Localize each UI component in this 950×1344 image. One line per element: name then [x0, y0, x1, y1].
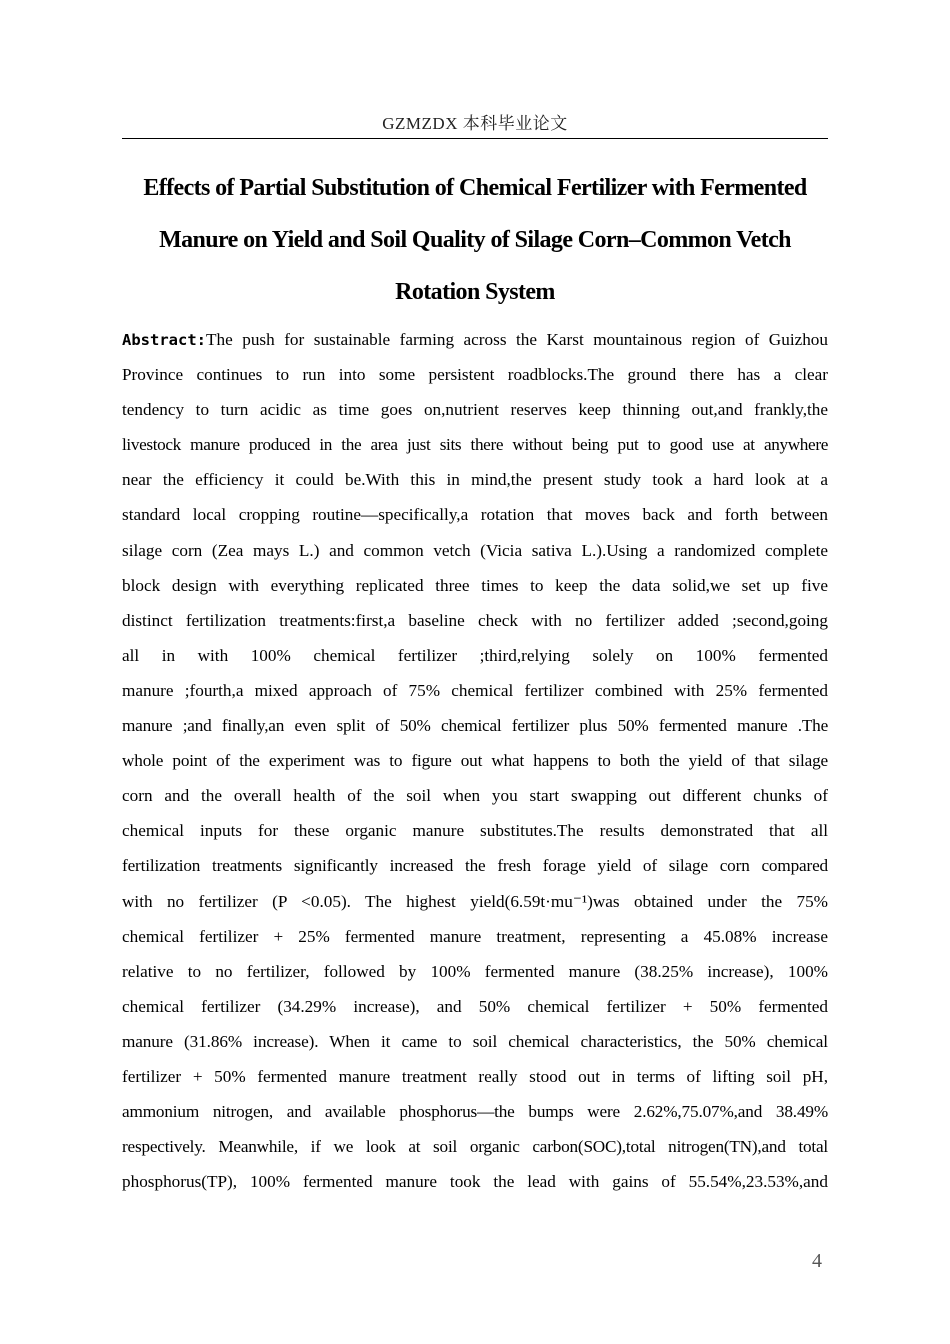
- running-header: GZMZDX 本科毕业论文: [122, 112, 828, 139]
- abstract-line: chemical inputs for these organic manure substitutes.The results demonstrated that all: [122, 821, 828, 841]
- abstract-body: [122, 322, 828, 1199]
- abstract-line: fertilization treatments significantly increased the fresh forage yield of silage corn compared: [122, 856, 828, 876]
- abstract-line: phosphorus(TP), 100% fermented manure took the lead with gains of 55.54%,23.53%,and: [122, 1172, 828, 1192]
- abstract-label: Abstract:: [122, 331, 206, 349]
- abstract-line: block design with everything replicated three times to keep the data solid,we set up five: [122, 575, 828, 595]
- abstract-line: corn and the overall health of the soil when you start swapping out different chunks of: [122, 786, 828, 806]
- abstract-line: ammonium nitrogen, and available phosphorus—the bumps were 2.62%,75.07%,and 38.49%: [122, 1102, 828, 1122]
- abstract-line: chemical fertilizer + 25% fermented manure treatment, representing a 45.08% increase: [122, 926, 828, 946]
- abstract-line: relative to no fertilizer, followed by 100% fermented manure (38.25% increase), 100%: [122, 961, 828, 981]
- abstract-line: chemical fertilizer (34.29% increase), and 50% chemical fertilizer + 50% fermented: [122, 996, 828, 1016]
- abstract-line: whole point of the experiment was to figure out what happens to both the yield of that silage: [122, 751, 828, 771]
- abstract-line: manure ;fourth,a mixed approach of 75% chemical fertilizer combined with 25% fermented: [122, 680, 828, 700]
- title-line: Effects of Partial Substitution of Chemical Fertilizer with Fermented: [143, 175, 807, 201]
- abstract-line: respectively. Meanwhile, if we look at soil organic carbon(SOC),total nitrogen(TN),and total: [122, 1137, 828, 1157]
- abstract-line: silage corn (Zea mays L.) and common vetch (Vicia sativa L.).Using a randomized complete: [122, 540, 828, 560]
- abstract-line: with no fertilizer (P <0.05). The highest yield(6.59t·mu⁻¹)was obtained under the 75%: [122, 891, 828, 911]
- abstract-line: near the efficiency it could be.With this in mind,the present study took a hard look at a: [122, 470, 828, 490]
- abstract-line: standard local cropping routine—specifically,a rotation that moves back and forth between: [122, 505, 828, 525]
- abstract-line: Province continues to run into some persistent roadblocks.The ground there has a clear: [122, 365, 828, 385]
- abstract-line: distinct fertilization treatments:first,a baseline check with no fertilizer added ;second,going: [122, 610, 828, 630]
- abstract-line: manure ;and finally,an even split of 50% chemical fertilizer plus 50% fermented manure .The: [122, 716, 828, 736]
- abstract-line: tendency to turn acidic as time goes on,nutrient reserves keep thinning out,and frankly,the: [122, 400, 828, 420]
- abstract-line: livestock manure produced in the area just sits there without being put to good use at anywhere: [122, 435, 828, 455]
- page-number: 4: [812, 1250, 822, 1272]
- abstract-text: The push for sustainable farming across the Karst mountainous region of Guizhou: [206, 330, 828, 349]
- title-line: Manure on Yield and Soil Quality of Silage Corn–Common Vetch: [159, 227, 791, 253]
- abstract-line: manure (31.86% increase). When it came to soil chemical characteristics, the 50% chemical: [122, 1031, 828, 1051]
- title-line: Rotation System: [395, 279, 555, 305]
- abstract-line: fertilizer + 50% fermented manure treatment really stood out in terms of lifting soil pH,: [122, 1066, 828, 1086]
- abstract-line: [122, 322, 828, 357]
- paper-title: [110, 162, 840, 318]
- abstract-line: all in with 100% chemical fertilizer ;third,relying solely on 100% fermented: [122, 645, 828, 665]
